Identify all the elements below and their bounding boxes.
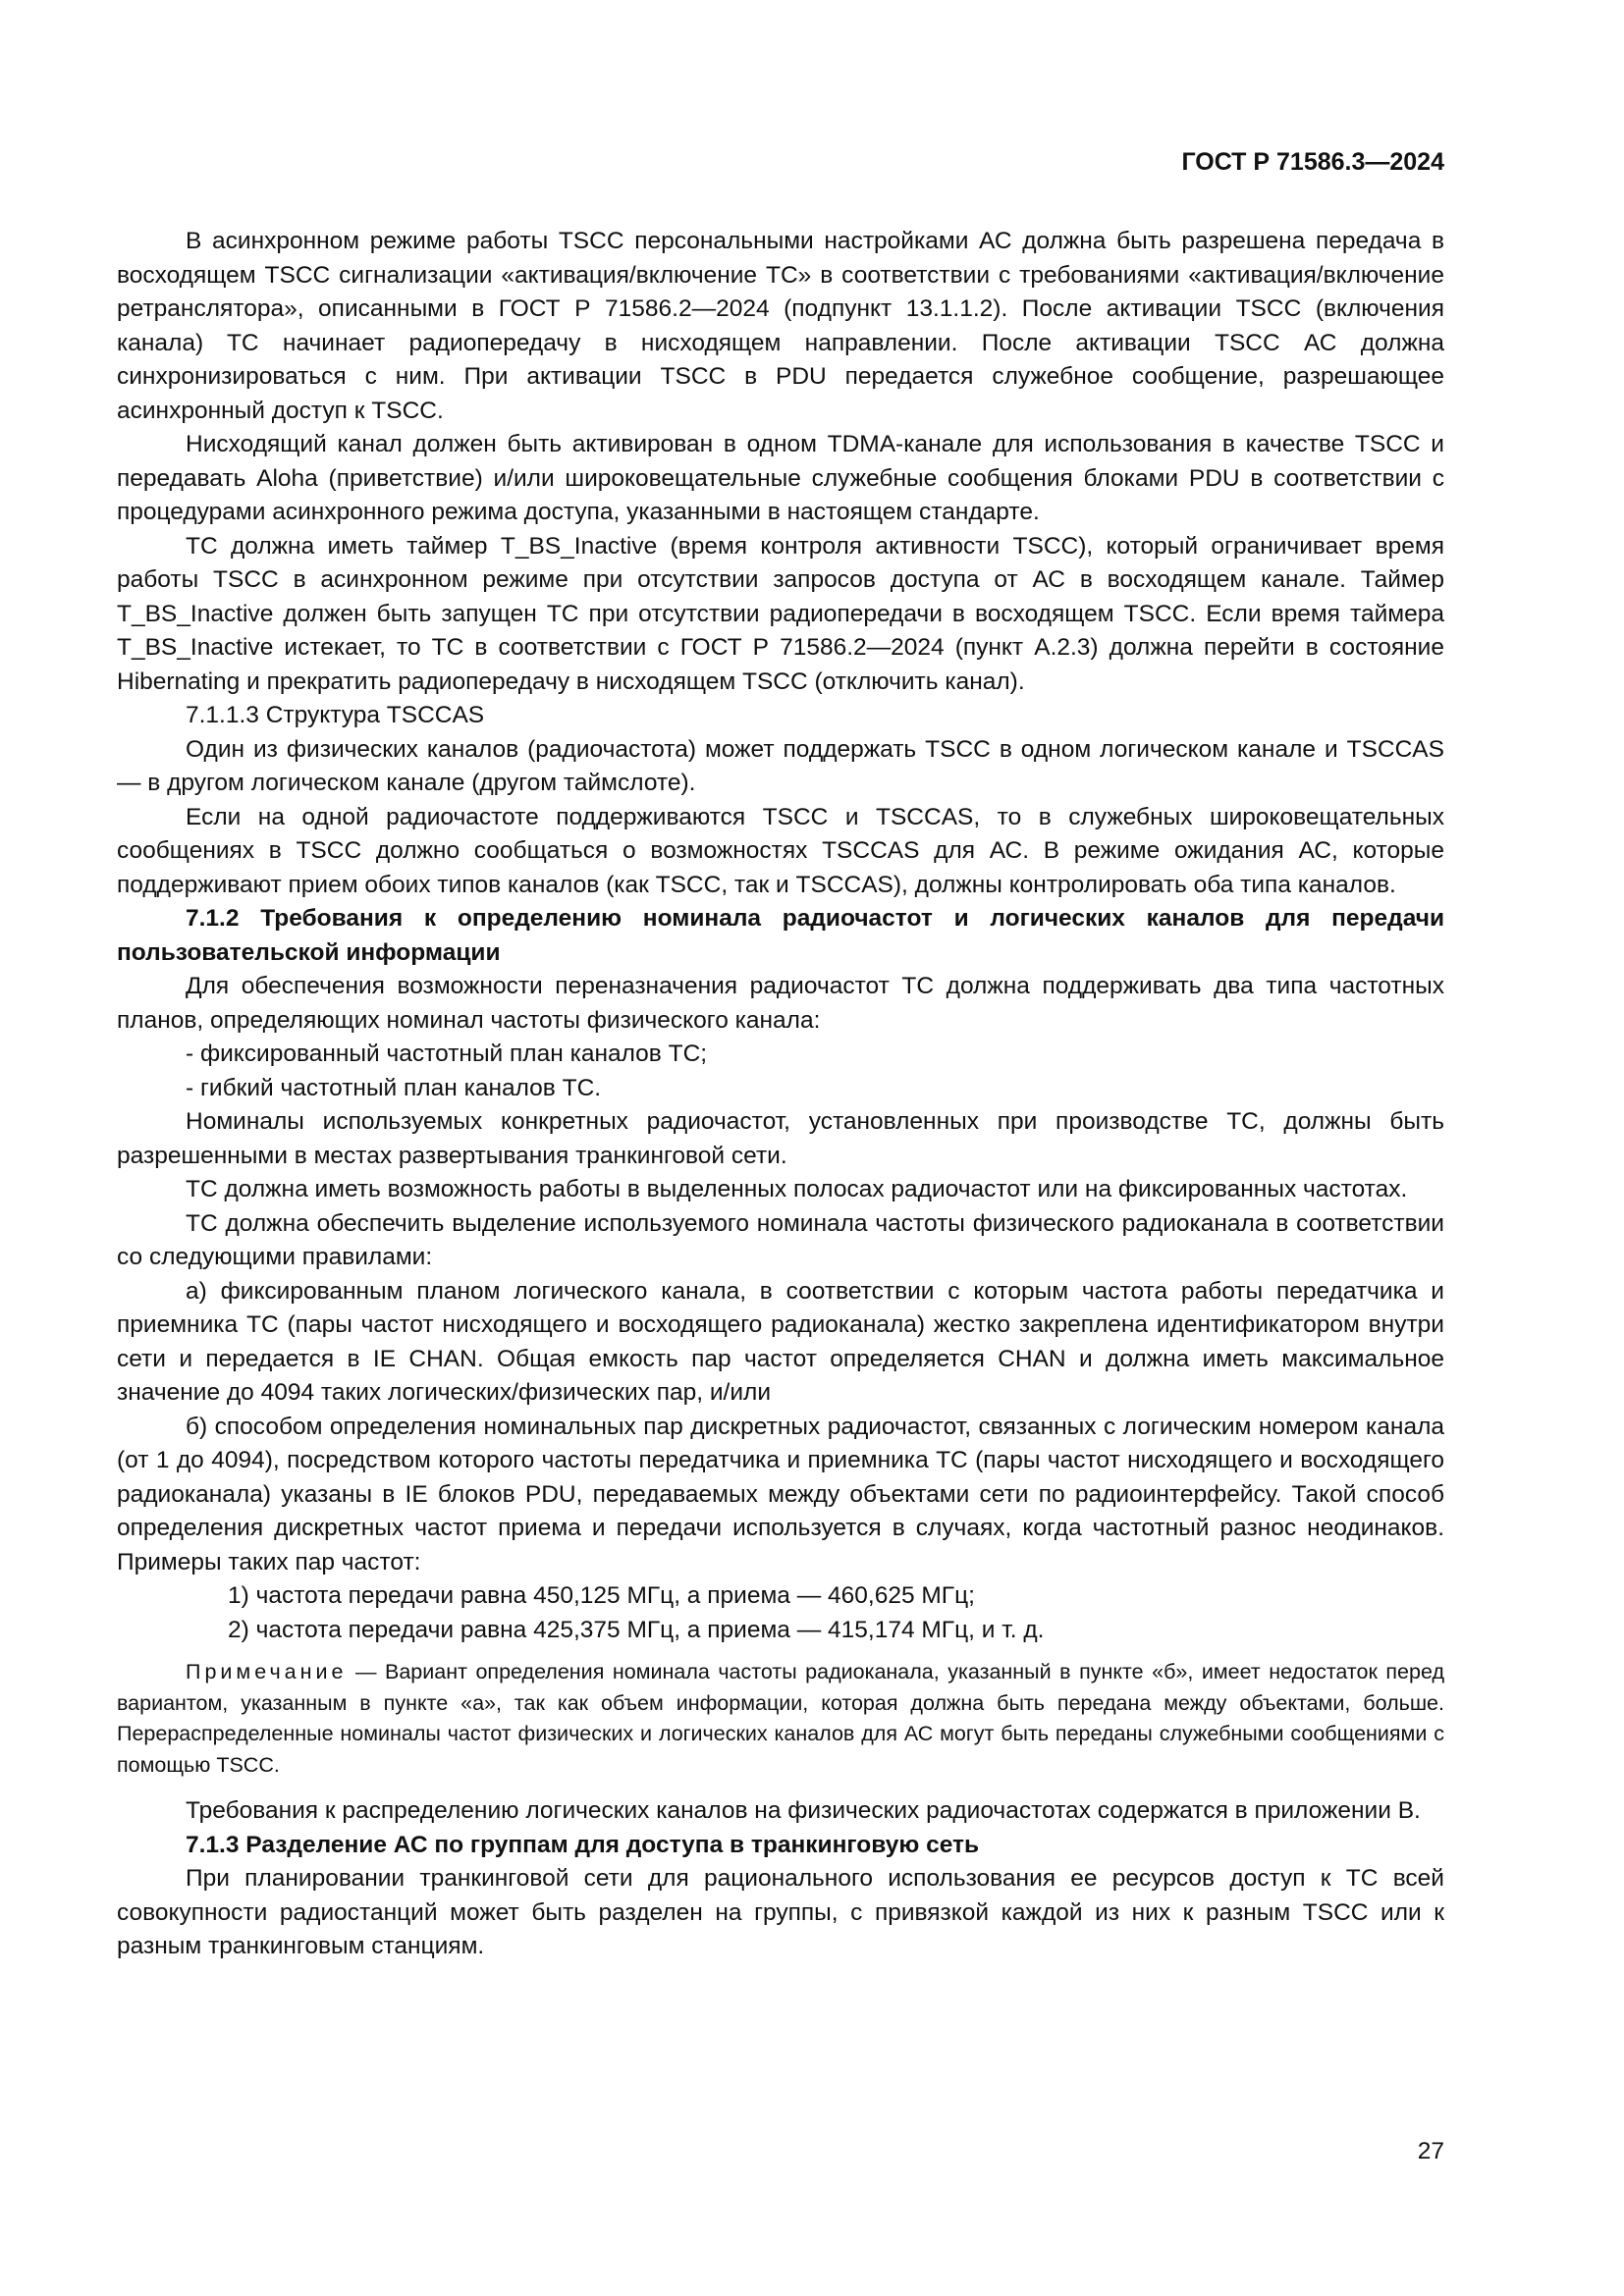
paragraph: Требования к распределению логических каналов на физических радиочастотах содержатся в приложении В. <box>186 1797 1421 1824</box>
list-item: - фиксированный частотный план каналов TC; <box>186 1041 708 1067</box>
list-item: - гибкий частотный план каналов TC. <box>186 1074 602 1101</box>
note-label: Примечание <box>186 1660 348 1683</box>
section-heading: 7.1.2 Требования к определению номинала радиочастот и логических каналов для передачи пользовательской информации <box>117 905 1444 966</box>
document-code: ГОСТ Р 71586.3—2024 <box>1181 148 1444 176</box>
document-body <box>117 225 1444 1964</box>
paragraph: Нисходящий канал должен быть активирован в одном TDMA-канале для использования в качестве TSCC и передавать Aloha (приветствие) и/или широковещательные служебные сообщения блоками PDU в соответствии с процедурами асинхронного режима доступа, указанными в настоящем стандарте. <box>117 431 1444 525</box>
subsection-title: 7.1.1.3 Структура TSCCAS <box>186 702 485 728</box>
paragraph: Один из физических каналов (радиочастота) может поддержать TSCC в одном логическом канале и TSCCAS — в другом логическом канале (другом таймслоте). <box>117 735 1444 796</box>
paragraph: Если на одной радиочастоте поддерживаются TSCC и TSCCAS, то в служебных широковещательных сообщениях в TSCC должно сообщаться о возможностях TSCCAS для АС. В режиме ожидания АС, которые поддерживают прием обоих типов каналов (как TSCC, так и TSCCAS), должны контролировать оба типа каналов. <box>117 803 1444 898</box>
page-number: 27 <box>1417 2138 1444 2164</box>
paragraph: При планировании транкинговой сети для рационального использования ее ресурсов доступ к TC всей совокупности радиостанций может быть разделен на группы, с привязкой каждой из них к разным TSCC или к разным транкинговым станциям. <box>117 1865 1444 1959</box>
paragraph: Для обеспечения возможности переназначения радиочастот TC должна поддерживать два типа частотных планов, определяющих номинал частоты физического канала: <box>117 973 1444 1034</box>
note <box>117 1657 1444 1781</box>
paragraph: В асинхронном режиме работы TSCC персональными настройками АС должна быть разрешена передача в восходящем TSCC сигнализации «активация/включение TC» в соответствии с требованиями «активация/включение ретранслятора», описанными в ГОСТ Р 71586.2—2024 (подпункт 13.1.1.2). После активации TSCC (включения канала) TC начинает радиопередачу в нисходящем направлении. После активации TSCC АС должна синхронизироваться с ним. При активации TSCC в PDU передается служебное сообщение, разрешающее асинхронный доступ к TSCC. <box>117 228 1444 424</box>
paragraph: TC должна обеспечить выделение используемого номинала частоты физического радиоканала в соответствии со следующими правилами: <box>117 1209 1444 1270</box>
numbered-item: 1) частота передачи равна 450,125 МГц, а приема — 460,625 МГц; <box>228 1582 975 1609</box>
list-item-a: а) фиксированным планом логического канала, в соответствии с которым частота работы передатчика и приемника TC (пары частот нисходящего и восходящего радиоканала) жестко закреплена идентификатором внутри сети и передается в IE CHAN. Общая емкость пар частот определяется CHAN и должна иметь максимальное значение до 4094 таких логических/физических пар, и/или <box>117 1277 1444 1406</box>
section-heading: 7.1.3 Разделение АС по группам для доступа в транкинговую сеть <box>186 1831 980 1858</box>
paragraph: TC должна иметь возможность работы в выделенных полосах радиочастот или на фиксированных частотах. <box>186 1176 1408 1202</box>
paragraph: TC должна иметь таймер T_BS_Inactive (время контроля активности TSCC), который ограничивает время работы TSCC в асинхронном режиме при отсутствии запросов доступа от АС в восходящем канале. Таймер T_BS_Inactive должен быть запущен TC при отсутствии радиопередачи в восходящем TSCC. Если время таймера T_BS_Inactive истекает, то TC в соответствии с ГОСТ Р 71586.2—2024 (пункт А.2.3) должна перейти в состояние Hibernating и прекратить радиопередачу в нисходящем TSCC (отключить канал). <box>117 532 1444 695</box>
note-text: — Вариант определения номинала частоты радиоканала, указанный в пункте «б», имеет недостаток перед вариантом, указанным в пункте «а», так как объем информации, которая должна быть передана между объектами, больше. Перераспределенные номиналы частот физических и логических каналов для АС могут быть переданы служебными сообщениями с помощью TSCC. <box>117 1660 1444 1777</box>
list-item-b: б) способом определения номинальных пар дискретных радиочастот, связанных с логическим номером канала (от 1 до 4094), посредством которого частоты передатчика и приемника TC (пары частот нисходящего и восходящего радиоканала) указаны в IE блоков PDU, передаваемых между объектами сети по радиоинтерфейсу. Такой способ определения дискретных частот приема и передачи используется в случаях, когда частотный разнос неодинаков. Примеры таких пар частот: <box>117 1413 1444 1575</box>
numbered-item: 2) частота передачи равна 425,375 МГц, а приема — 415,174 МГц, и т. д. <box>228 1616 1045 1643</box>
paragraph: Номиналы используемых конкретных радиочастот, установленных при производстве TC, должны быть разрешенными в местах развертывания транкинговой сети. <box>117 1108 1444 1169</box>
